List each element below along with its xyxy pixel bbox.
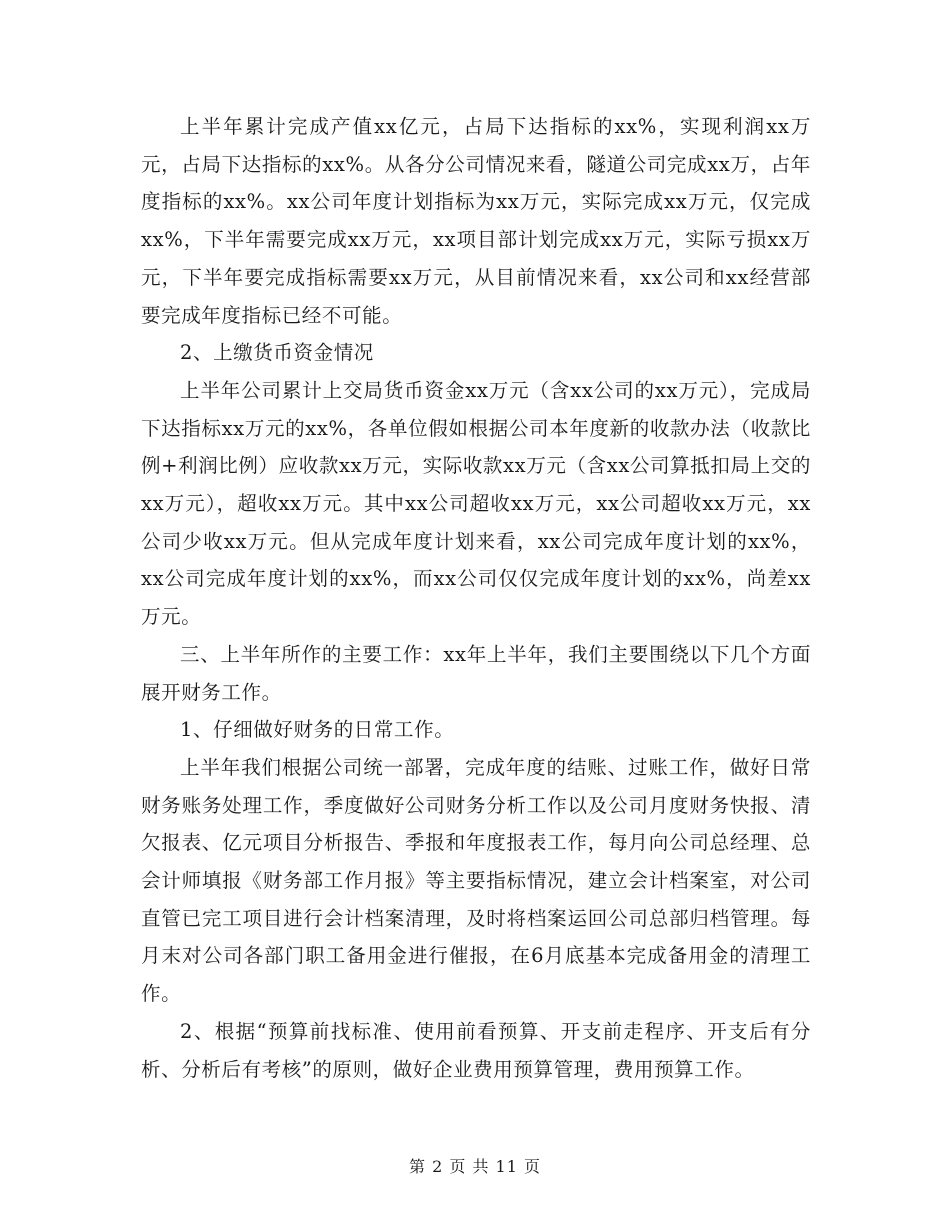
page-footer — [0, 1154, 950, 1177]
heading-main-work: 三、上半年所作的主要工作：xx年上半年，我们主要围绕以下几个方面展开财务工作。 — [141, 642, 811, 704]
paragraph-budget-management: 2、根据“预算前找标准、使用前看预算、开支前走程序、开支后有分析、分析后有考核”的原则，做好企业费用预算管理，费用预算工作。 — [141, 1019, 811, 1081]
heading-currency-funds: 2、上缴货币资金情况 — [180, 341, 374, 365]
paragraph-output-summary: 上半年累计完成产值xx亿元，占局下达指标的xx%，实现利润xx万元，占局下达指标的xx%。从各分公司情况来看，隧道公司完成xx万，占年度指标的xx%。xx公司年度计划指标为xx万元，实际完成xx万元，仅完成xx%，下半年需要完成xx万元，xx项目部计划完成xx万元，实际亏损xx万元，下半年要完成指标需要xx万元，从目前情况来看，xx公司和xx经营部要完成年度指标已经不可能。 — [141, 115, 811, 327]
heading-daily-work: 1、仔细做好财务的日常工作。 — [180, 718, 455, 742]
document-body — [141, 108, 811, 1088]
paragraph-currency-funds: 上半年公司累计上交局货币资金xx万元（含xx公司的xx万元），完成局下达指标xx万元的xx%，各单位假如根据公司本年度新的收款办法（收款比例+利润比例）应收款xx万元，实际收款xx万元（含xx公司算抵扣局上交的xx万元），超收xx万元。其中xx公司超收xx万元，xx公司超收xx万元，xx公司少收xx万元。但从完成年度计划来看，xx公司完成年度计划的xx%，xx公司完成年度计划的xx%，而xx公司仅仅完成年度计划的xx%，尚差xx万元。 — [141, 378, 811, 629]
paragraph-daily-work: 上半年我们根据公司统一部署，完成年度的结账、过账工作，做好日常财务账务处理工作，季度做好公司财务分析工作以及公司月度财务快报、清欠报表、亿元项目分析报告、季报和年度报表工作，每月向公司总经理、总会计师填报《财务部工作月报》等主要指标情况，建立会计档案室，对公司直管已完工项目进行会计档案清理，及时将档案运回公司总部归档管理。每月末对公司各部门职工备用金进行催报，在6月底基本完成备用金的清理工作。 — [141, 755, 811, 1006]
page-number: 第 2 页 共 11 页 — [409, 1157, 541, 1176]
